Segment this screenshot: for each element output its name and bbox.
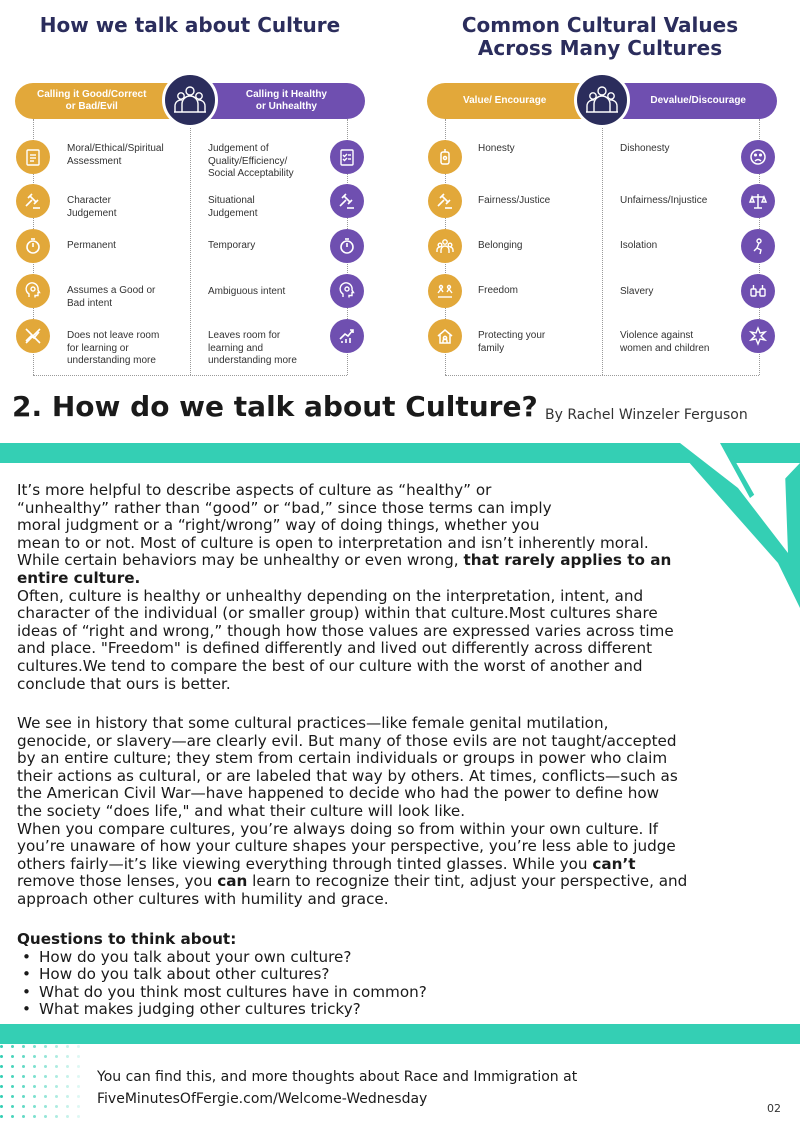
grid-dot — [0, 1085, 3, 1088]
growth-chart-icon — [330, 319, 364, 353]
row-text — [67, 195, 116, 220]
text-line: character of the individual (or smaller group) within that culture.Most cultures share — [17, 604, 658, 623]
grid-dot — [11, 1085, 14, 1088]
text-run: While certain behaviors may be unhealthy or even wrong, — [17, 551, 464, 570]
center-divider — [190, 128, 191, 375]
text-line: When you compare cultures, you’re always doing so from within your own culture. If — [17, 819, 659, 838]
grid-dot — [77, 1075, 80, 1078]
row-text — [478, 285, 518, 298]
bottom-border — [33, 375, 347, 376]
pill-line: Devalue/Discourage — [650, 95, 746, 106]
grid-dot — [22, 1055, 25, 1058]
grid-dot — [22, 1045, 25, 1048]
grid-dot — [66, 1065, 69, 1068]
line: Honesty — [478, 143, 515, 154]
grid-dot — [77, 1115, 80, 1118]
grid-dot — [44, 1065, 47, 1068]
grid-dot — [77, 1095, 80, 1098]
line: Judgement — [208, 207, 258, 219]
list-item: • What do you think most cultures have in common? — [17, 984, 427, 1002]
grid-dot — [0, 1075, 3, 1078]
questions-heading: Questions to think about: — [17, 930, 237, 948]
page-number: 02 — [767, 1102, 781, 1115]
title-line: Common Cultural Values — [461, 13, 739, 37]
bottom-teal-bar — [0, 1024, 800, 1044]
grid-dot — [33, 1105, 36, 1108]
freedom-icon — [428, 274, 462, 308]
stopwatch-icon — [330, 229, 364, 263]
text-line: their actions as cultural, or are labeled that way by others. At times, conflicts—such as — [17, 766, 678, 785]
row-text — [620, 195, 707, 208]
culture-group-icon — [162, 72, 218, 128]
emphasis-text: that rarely applies to an — [463, 551, 672, 570]
emphasis-text: can’t — [592, 854, 636, 873]
gavel-icon — [428, 184, 462, 218]
grid-dot — [33, 1085, 36, 1088]
row-text — [208, 330, 297, 368]
grid-dot — [44, 1095, 47, 1098]
paragraph-healthy-unhealthy — [17, 482, 674, 693]
culture-group-icon — [574, 72, 630, 128]
line: Assumes a Good or — [67, 285, 156, 296]
footer-line: You can find this, and more thoughts about Race and Immigration at — [97, 1069, 578, 1085]
grid-dot — [44, 1105, 47, 1108]
line: Quality/Efficiency/ — [208, 155, 288, 167]
list-item: • How do you talk about your own culture? — [17, 949, 427, 967]
grid-dot — [33, 1065, 36, 1068]
grid-dot — [22, 1065, 25, 1068]
chained-hands-icon — [741, 274, 775, 308]
line: Slavery — [620, 286, 654, 297]
grid-dot — [77, 1065, 80, 1068]
questions-section — [17, 931, 427, 1019]
row-text — [478, 143, 515, 156]
grid-dot — [33, 1045, 36, 1048]
grid-dot — [22, 1095, 25, 1098]
grid-dot — [11, 1115, 14, 1118]
text-line — [17, 873, 687, 891]
line: Assessment — [67, 155, 122, 167]
row-text — [67, 330, 159, 368]
row-text — [67, 143, 164, 168]
text-line: you’re unaware of how your culture shapes your perspective, you’re less able to judge — [17, 837, 676, 856]
line: Leaves room for — [208, 330, 281, 341]
isolated-person-icon — [741, 229, 775, 263]
line: Ambiguous intent — [208, 286, 286, 297]
grid-dot — [77, 1045, 80, 1048]
grid-dot — [66, 1085, 69, 1088]
grid-dot — [55, 1105, 58, 1108]
line: Freedom — [478, 285, 519, 296]
gavel-icon — [16, 184, 50, 218]
grid-dot — [44, 1115, 47, 1118]
line: Permanent — [67, 240, 116, 251]
grid-dot — [22, 1105, 25, 1108]
grid-dot — [44, 1075, 47, 1078]
row-text — [67, 285, 155, 310]
text-line: We see in history that some cultural practices—like female genital mutilation, — [17, 714, 609, 732]
family-home-icon — [428, 319, 462, 353]
grid-dot — [33, 1055, 36, 1058]
text-line: mean to or not. Most of culture is open to interpretation and isn’t inherently moral. — [17, 533, 649, 552]
grid-dot — [11, 1045, 14, 1048]
gavel-icon — [330, 184, 364, 218]
text-line: genocide, or slavery—are clearly evil. But many of those evils are not taught/accepted — [17, 731, 677, 750]
grid-dot — [0, 1065, 3, 1068]
row-text — [620, 143, 669, 156]
grid-dot — [55, 1065, 58, 1068]
text-line — [17, 552, 674, 570]
grid-dot — [0, 1095, 3, 1098]
line: Judgement of — [208, 143, 269, 154]
row-text — [67, 240, 116, 253]
text-line: It’s more helpful to describe aspects of culture as “healthy” or — [17, 481, 492, 499]
grid-dot — [55, 1115, 58, 1118]
row-text — [208, 286, 285, 299]
grid-dot — [0, 1055, 3, 1058]
grid-dot — [55, 1085, 58, 1088]
grid-dot — [55, 1075, 58, 1078]
text-line — [17, 856, 687, 874]
sad-face-icon — [741, 140, 775, 174]
grid-dot — [77, 1085, 80, 1088]
line: Protecting your — [478, 330, 546, 341]
row-text — [620, 240, 657, 253]
row-text — [208, 240, 255, 253]
pill-line: Calling it Healthy — [245, 89, 327, 100]
row-text — [208, 195, 257, 220]
pill-line: Calling it Good/Correct — [37, 89, 147, 100]
grid-dot — [11, 1105, 14, 1108]
checklist-icon — [330, 140, 364, 174]
grid-dot — [11, 1055, 14, 1058]
line: Situational — [208, 195, 255, 206]
line: Moral/Ethical/Spiritual — [67, 143, 164, 154]
line: Unfairness/Injustice — [620, 195, 708, 206]
line: family — [478, 342, 505, 354]
text-line: moral judgment or a “right/wrong” way of doing things, whether you — [17, 516, 540, 535]
line: understanding more — [208, 355, 297, 366]
questions-list — [17, 949, 427, 1019]
line: Social Acceptability — [208, 168, 294, 179]
text-run: learn to recognize their tint, adjust your perspective, and — [247, 872, 688, 891]
grid-dot — [22, 1075, 25, 1078]
brain-icon — [330, 274, 364, 308]
grid-dot — [44, 1045, 47, 1048]
grid-dot — [55, 1045, 58, 1048]
text-line: by an entire culture; they stem from certain individuals or groups in power who claim — [17, 749, 668, 768]
row-text — [620, 330, 710, 355]
paragraph-history — [17, 715, 687, 909]
grid-dot — [33, 1095, 36, 1098]
line: Violence against — [620, 330, 694, 341]
text-line: cultures.We tend to compare the best of our culture with the worst of another and — [17, 656, 643, 675]
line: Isolation — [620, 240, 658, 251]
line: Fairness/Justice — [478, 195, 551, 206]
text-run: others fairly—it’s like viewing everything through tinted glasses. While you — [17, 854, 593, 873]
line: Does not leave room — [67, 330, 160, 341]
honesty-icon — [428, 140, 462, 174]
grid-dot — [22, 1115, 25, 1118]
stopwatch-icon — [16, 229, 50, 263]
grid-dot — [66, 1105, 69, 1108]
left-diagram-title: How we talk about Culture — [39, 13, 341, 37]
text-line: “unhealthy” rather than “good” or “bad,” since those terms can imply — [17, 498, 552, 517]
no-growth-icon — [16, 319, 50, 353]
text-line: and place. "Freedom" is defined differently and lived out differently across different — [17, 639, 653, 658]
grid-dot — [55, 1095, 58, 1098]
bottom-border — [445, 375, 759, 376]
grid-dot — [44, 1055, 47, 1058]
pill-line: Value/ Encourage — [463, 95, 547, 106]
line: women and children — [620, 342, 710, 354]
grid-dot — [11, 1075, 14, 1078]
grid-dot — [66, 1045, 69, 1048]
list-item: • How do you talk about other cultures? — [17, 966, 427, 984]
text-line: Often, culture is healthy or unhealthy depending on the interpretation, intent, and — [17, 586, 644, 605]
pill-line: or Bad/Evil — [65, 101, 118, 112]
text-run: remove those lenses, you — [17, 872, 218, 891]
grid-dot — [11, 1095, 14, 1098]
violence-icon — [741, 319, 775, 353]
community-icon — [428, 229, 462, 263]
text-line: conclude that ours is better. — [17, 674, 231, 693]
grid-dot — [77, 1105, 80, 1108]
line: Judgement — [67, 207, 117, 219]
line: understanding more — [67, 355, 156, 366]
text-line: the American Civil War—have happened to decide who had the power to define how — [17, 784, 660, 803]
line: Belonging — [478, 240, 523, 251]
grid-dot — [55, 1055, 58, 1058]
center-divider — [602, 128, 603, 375]
footer-link[interactable]: FiveMinutesOfFergie.com/Welcome-Wednesday — [97, 1091, 428, 1107]
line: for learning or — [67, 342, 129, 354]
line: Character — [67, 195, 111, 206]
author-byline: By Rachel Winzeler Ferguson — [545, 407, 748, 423]
right-diagram-title — [430, 14, 770, 60]
footer — [97, 1066, 577, 1110]
grid-dot — [33, 1075, 36, 1078]
row-text — [620, 286, 653, 299]
line: learning and — [208, 342, 264, 354]
text-line — [17, 570, 674, 588]
row-text — [478, 330, 545, 355]
scales-icon — [741, 184, 775, 218]
grid-dot — [0, 1045, 3, 1048]
text-line: the society “does life," and what their culture will look like. — [17, 801, 466, 820]
title-line: Across Many Cultures — [477, 36, 723, 60]
clipboard-icon — [16, 140, 50, 174]
grid-dot — [33, 1115, 36, 1118]
line: Dishonesty — [620, 143, 670, 154]
emphasis-text: entire culture. — [17, 568, 141, 587]
pill-line: or Unhealthy — [255, 101, 317, 112]
grid-dot — [66, 1075, 69, 1078]
grid-dot — [66, 1095, 69, 1098]
grid-dot — [0, 1105, 3, 1108]
grid-dot — [11, 1065, 14, 1068]
emphasis-text: can — [217, 872, 248, 891]
list-item: • What makes judging other cultures tricky? — [17, 1001, 427, 1019]
grid-dot — [44, 1085, 47, 1088]
grid-dot — [66, 1055, 69, 1058]
grid-dot — [77, 1055, 80, 1058]
row-text — [208, 143, 294, 181]
row-text — [478, 195, 550, 208]
page-title: 2. How do we talk about Culture? — [12, 390, 538, 423]
text-line: approach other cultures with humility and grace. — [17, 889, 389, 908]
decorative-dot-grid — [0, 1045, 95, 1127]
grid-dot — [22, 1085, 25, 1088]
line: Temporary — [208, 240, 256, 251]
grid-dot — [66, 1115, 69, 1118]
text-line: ideas of “right and wrong,” though how those values are expressed varies across time — [17, 621, 674, 640]
row-text — [478, 240, 522, 253]
grid-dot — [0, 1115, 3, 1118]
brain-icon — [16, 274, 50, 308]
line: Bad intent — [67, 297, 113, 309]
